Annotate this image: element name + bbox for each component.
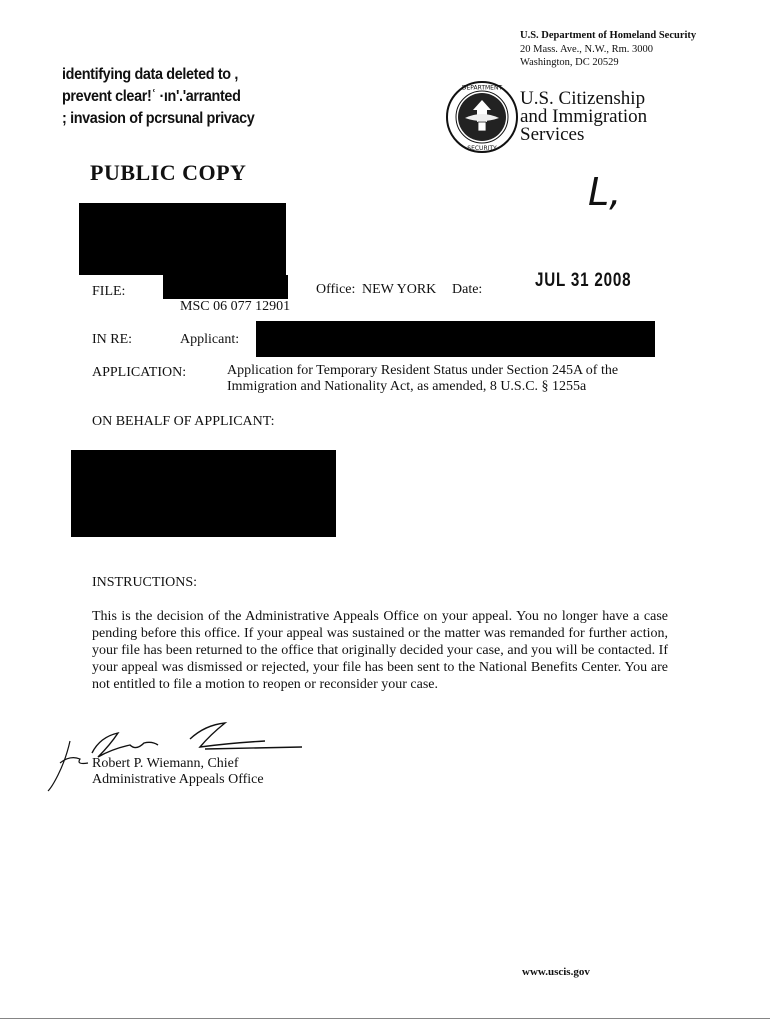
file-number: MSC 06 077 12901 (180, 299, 291, 314)
signatory-office: Administrative Appeals Office (92, 772, 264, 787)
agency-name-line-1: U.S. Citizenship (520, 88, 646, 109)
public-copy-stamp: PUBLIC COPY (90, 160, 247, 185)
signatory-name: Robert P. Wiemann, Chief (92, 756, 239, 771)
date-stamp: JUL 31 2008 (535, 270, 632, 291)
office-label: Office: (316, 282, 356, 297)
inre-label: IN RE: (92, 332, 133, 347)
application-line-2: Immigration and Nationality Act, as amended, 8 U.S.C. § 1255a (227, 379, 587, 394)
dhs-seal-icon (445, 80, 519, 154)
privacy-stamp-line-3: ; invasion of pcrsunal privacy (62, 110, 255, 127)
agency-name-line-3: Services (520, 124, 585, 145)
instructions-label: INSTRUCTIONS: (92, 575, 198, 590)
svg-text:SECURITY: SECURITY (467, 145, 497, 152)
file-label: FILE: (92, 284, 126, 299)
footer-url: www.uscis.gov (522, 966, 590, 978)
redaction-box-address (79, 203, 286, 275)
footer-scan-line (0, 1018, 770, 1019)
svg-text:DEPARTMENT: DEPARTMENT (461, 84, 503, 92)
privacy-stamp-line-1: identifying data deleted to , (62, 66, 238, 83)
handwritten-mark: L, (588, 170, 622, 214)
agency-name-line-2: and Immigration (520, 106, 648, 127)
applicant-label: Applicant: (180, 332, 240, 347)
redaction-box-file (163, 275, 288, 299)
address-line-2: Washington, DC 20529 (520, 57, 619, 68)
application-label: APPLICATION: (92, 365, 187, 380)
redaction-box-applicant (256, 321, 655, 357)
date-label: Date: (452, 282, 483, 297)
application-line-1: Application for Temporary Resident Status under Section 245A of the (227, 363, 619, 378)
office-value: NEW YORK (362, 282, 437, 297)
address-line-1: 20 Mass. Ave., N.W., Rm. 3000 (520, 44, 654, 55)
instructions-body: This is the decision of the Administrative Appeals Office on your appeal. You no longer have a case pending before this office. If your appeal was sustained or the matter was remanded for further action, your file has been returned to the office that originally decided your case, and you will be contacted. If your appeal was dismissed or rejected, your file has been sent to the National Benefits Center. You are not entitled to file a motion to reopen or reconsider your case. (92, 609, 668, 692)
privacy-stamp-line-2: prevent clear!ʿ ·ın'.'arranted (62, 88, 241, 105)
on-behalf-label: ON BEHALF OF APPLICANT: (92, 414, 275, 429)
department-name: U.S. Department of Homeland Security (520, 30, 697, 41)
redaction-box-representative (71, 450, 336, 537)
